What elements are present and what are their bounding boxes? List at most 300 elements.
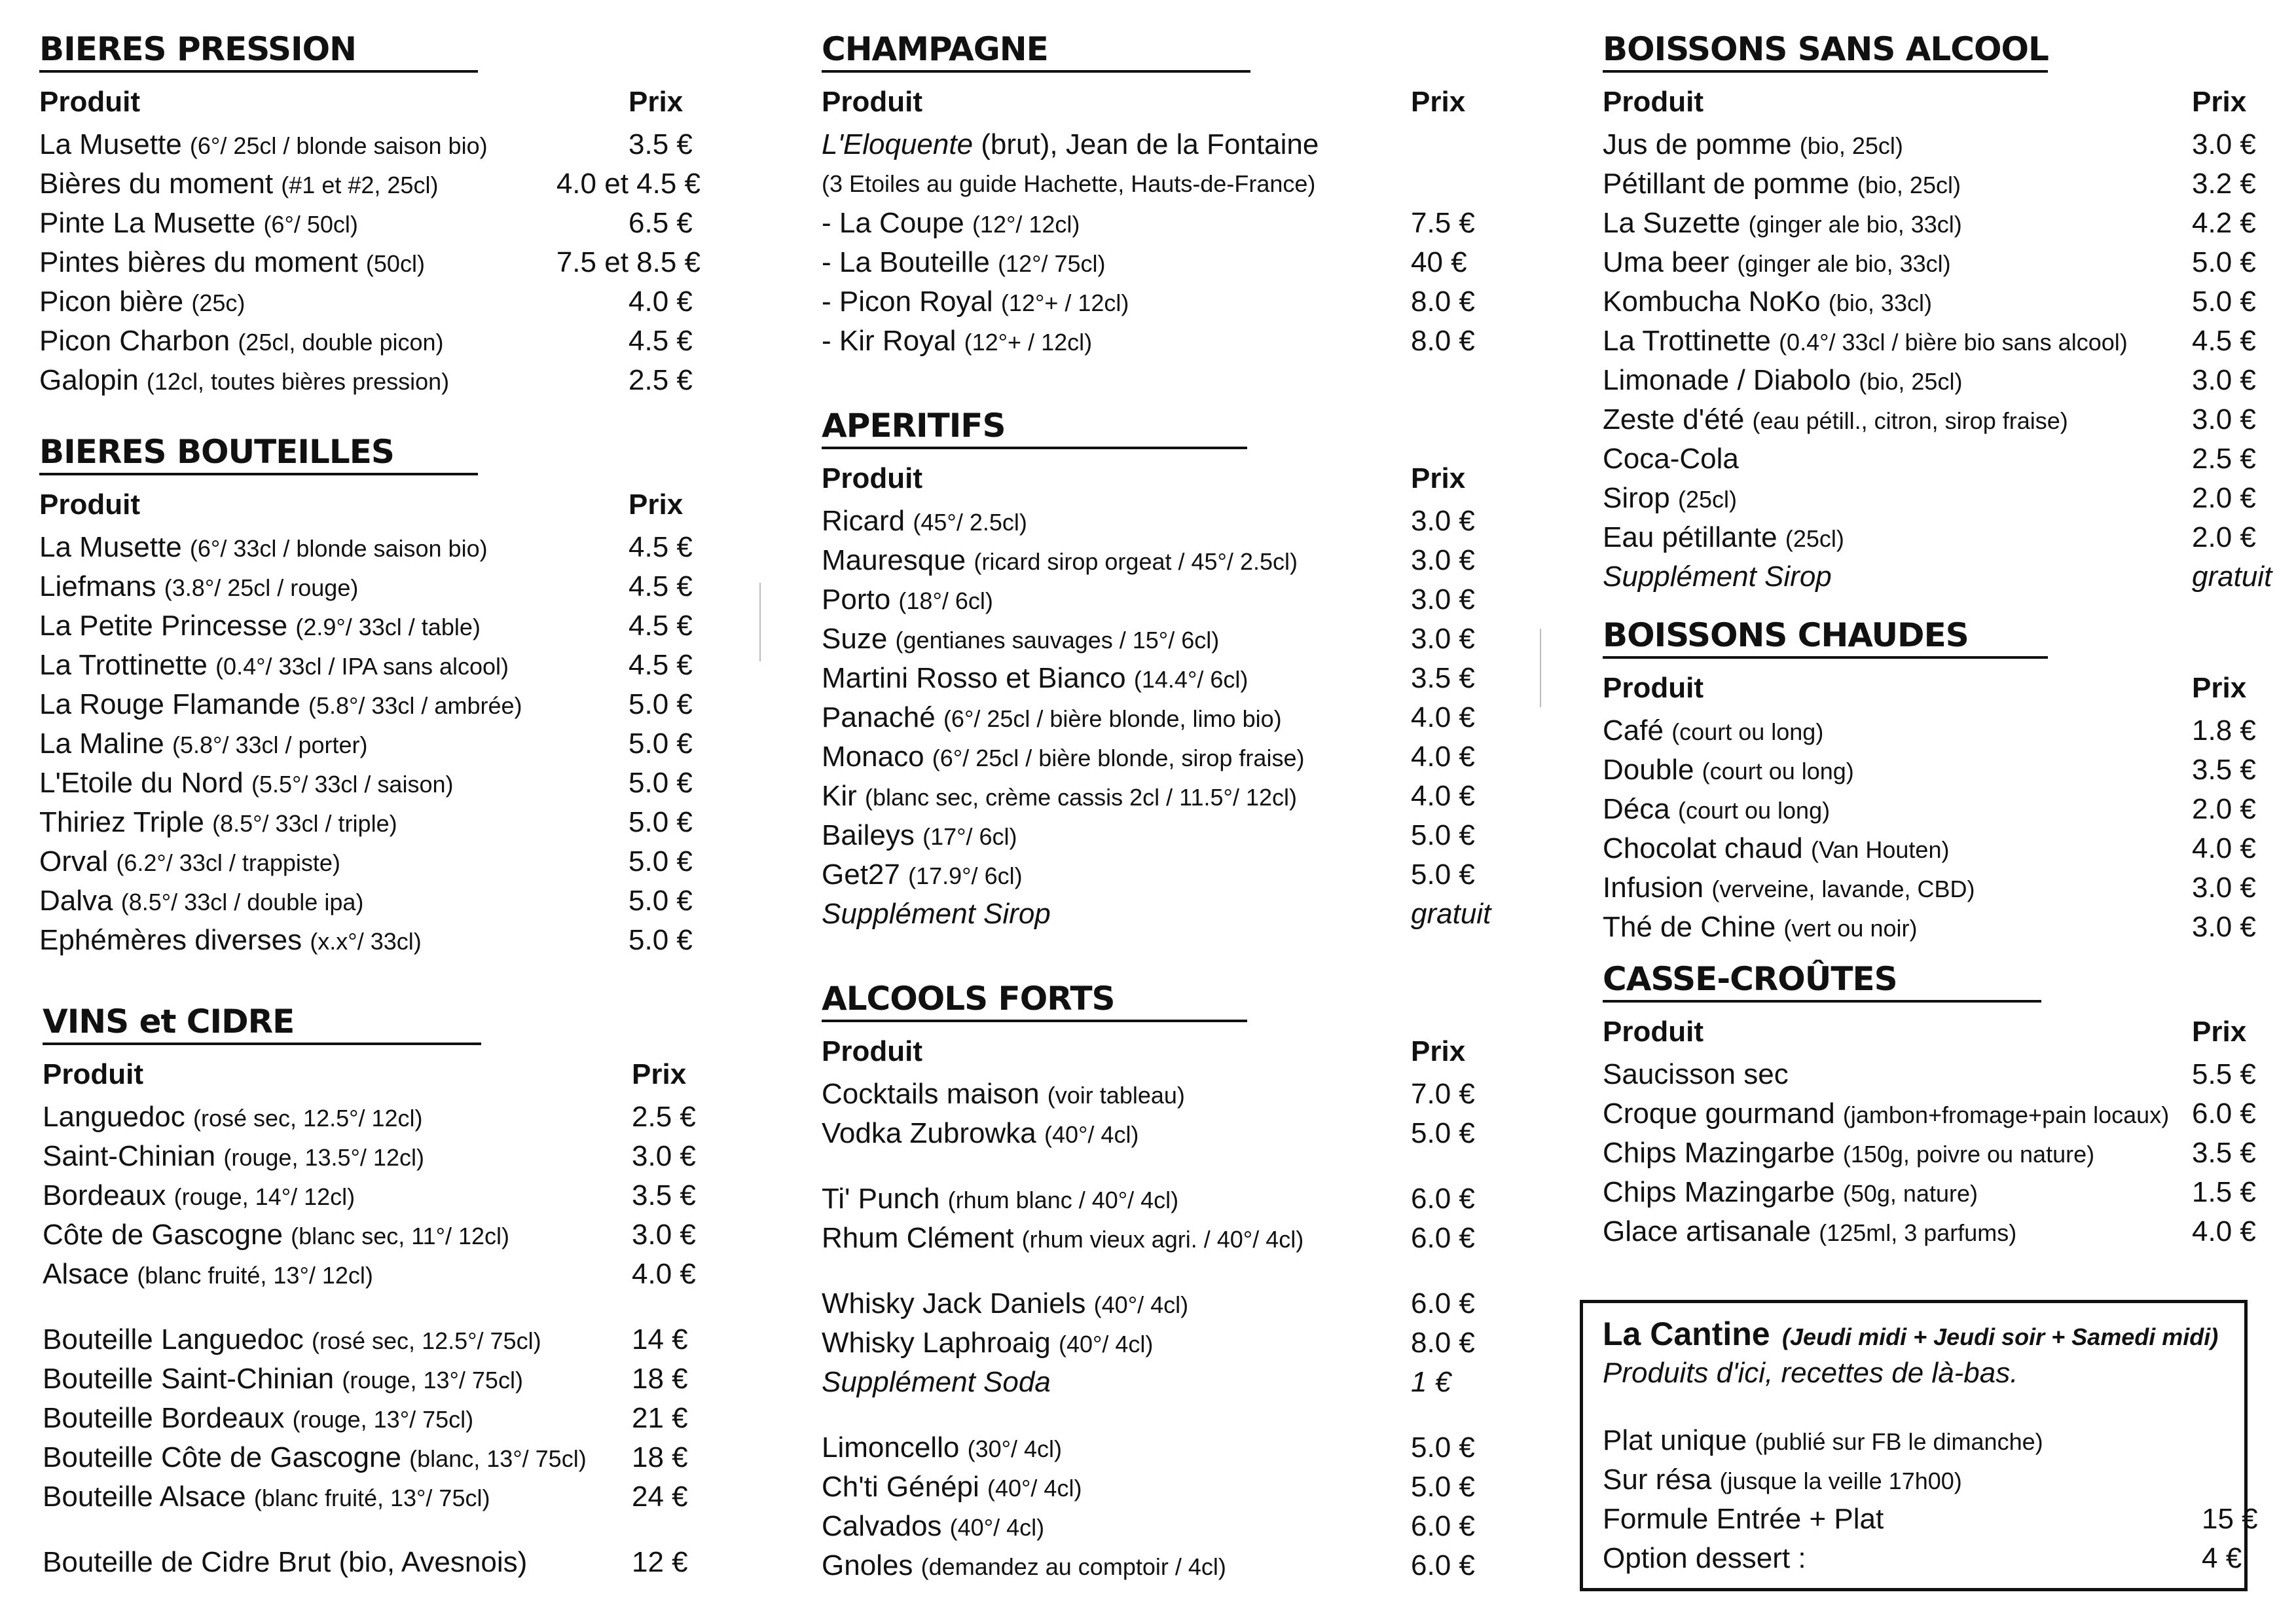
menu-item: [822, 737, 1509, 777]
section-title: BOISSONS CHAUDES: [1603, 616, 1969, 654]
item-label: [1603, 1173, 1978, 1213]
item-name: La Maline: [39, 728, 164, 760]
item-label: [822, 1507, 1044, 1547]
header-prix: Prix: [629, 86, 683, 118]
item-name: Pinte La Musette: [39, 207, 256, 239]
item-name: Sirop: [1603, 482, 1670, 514]
item-price: 5.5 €: [2192, 1058, 2256, 1090]
item-name: Cocktails maison: [822, 1078, 1040, 1110]
menu-item: [822, 855, 1509, 895]
menu-item: [39, 764, 714, 803]
item-name: Whisky Jack Daniels: [822, 1287, 1086, 1320]
item-price: 2.5 €: [632, 1101, 696, 1133]
menu-item: [1603, 1094, 2270, 1134]
item-name: Ephémères diverses: [39, 924, 302, 956]
menu-item: [39, 842, 714, 881]
title-underline: [1603, 70, 2048, 73]
item-name: Calvados: [822, 1510, 942, 1542]
item-name: La Rouge Flamande: [39, 688, 301, 720]
title-underline: [1603, 656, 2048, 659]
item-price: 5.0 €: [1411, 1117, 1475, 1149]
header-produit: Produit: [1603, 1016, 1704, 1048]
cantine-lines: [1603, 1421, 2258, 1578]
item-detail: (rosé sec, 12.5°/ 75cl): [312, 1327, 541, 1354]
item-price: gratuit: [1411, 898, 1491, 930]
item-label: [822, 855, 1023, 896]
item-name: La Musette: [39, 128, 182, 160]
header-produit: Produit: [39, 489, 140, 521]
item-detail: (voir tableau): [1047, 1082, 1185, 1109]
item-name: Chips Mazingarbe: [1603, 1176, 1835, 1208]
menu-item: [43, 1255, 717, 1294]
item-name: Saint-Chinian: [43, 1140, 216, 1172]
menu-item: [43, 1477, 717, 1517]
item-name: Pintes bières du moment: [39, 246, 358, 278]
menu-item: [822, 777, 1509, 816]
item-detail: (eau pétill., citron, sirop fraise): [1752, 407, 2068, 434]
item-label: [1603, 868, 1975, 909]
column-header: [39, 86, 714, 125]
section-title: CHAMPAGNE: [822, 30, 1048, 68]
menu-item: [39, 361, 714, 400]
item-detail: (40°/ 4cl): [1093, 1291, 1189, 1318]
item-label: [822, 541, 1298, 581]
menu-item: [39, 567, 714, 606]
item-price: 5.0 €: [1411, 858, 1475, 891]
menu-item: [39, 164, 714, 204]
item-list: [822, 1284, 1509, 1363]
section-title: BIERES BOUTEILLES: [39, 433, 394, 471]
column-header: [1603, 86, 2270, 125]
supplement-row: [1603, 557, 2270, 597]
item-name: Pétillant de pomme: [1603, 168, 1850, 200]
item-label: [43, 1320, 541, 1361]
item-price: 4.2 €: [2192, 207, 2256, 239]
item-price: 4.0 €: [2192, 1215, 2256, 1247]
menu-item: [43, 1137, 717, 1176]
menu-item: [822, 1467, 1509, 1507]
item-name: Bouteille Languedoc: [43, 1323, 304, 1356]
item-price: 4.5 €: [629, 570, 693, 602]
item-detail: (jambon+fromage+pain locaux): [1842, 1101, 2170, 1128]
menu-item: [39, 282, 714, 322]
menu-item: [1603, 1173, 2270, 1212]
item-detail: (demandez au comptoir / 4cl): [920, 1553, 1226, 1580]
champagne-intro: [822, 125, 1509, 164]
item-label: [822, 737, 1304, 778]
item-detail: (6°/ 33cl / blonde saison bio): [189, 535, 488, 562]
item-price: 6.0 €: [1411, 1510, 1475, 1542]
item-detail: (6°/ 25cl / bière blonde, limo bio): [943, 705, 1282, 732]
item-label: [43, 1438, 587, 1479]
item-name: Plat unique: [1603, 1424, 1747, 1456]
item-price: 3.0 €: [1411, 623, 1475, 655]
item-label: [1603, 1421, 2043, 1462]
menu-item: [822, 1546, 1509, 1585]
menu-item: [39, 243, 714, 282]
item-name: La Trottinette: [1603, 325, 1771, 357]
item-price: 6.0 €: [2192, 1098, 2256, 1130]
item-name: Côte de Gascogne: [43, 1219, 283, 1251]
item-name: Martini Rosso et Bianco: [822, 662, 1126, 694]
item-label: [822, 619, 1219, 660]
item-detail: (0.4°/ 33cl / IPA sans alcool): [215, 653, 509, 680]
item-price: 7.5 €: [1411, 207, 1475, 239]
menu-item: [43, 1215, 717, 1255]
item-list: [1603, 711, 2270, 947]
item-name: Thiriez Triple: [39, 806, 204, 838]
item-price: 15 €: [2202, 1503, 2258, 1535]
section-title: ALCOOLS FORTS: [822, 980, 1115, 1018]
item-detail: (12°/ 12cl): [972, 211, 1080, 238]
bottle-list: [43, 1320, 717, 1517]
item-detail: (12°/ 75cl): [998, 250, 1106, 277]
item-detail: (blanc fruité, 13°/ 12cl): [137, 1262, 373, 1289]
item-detail: (ricard sirop orgeat / 45°/ 2.5cl): [974, 548, 1298, 575]
item-label: [39, 125, 488, 166]
cantine-title: La Cantine: [1603, 1316, 1770, 1352]
item-detail: (25cl, double picon): [238, 329, 444, 356]
column-header: [43, 1058, 717, 1098]
item-name: Ricard: [822, 505, 905, 537]
item-price: 21 €: [632, 1402, 688, 1434]
item-label: [822, 204, 1080, 244]
item-detail: (rosé sec, 12.5°/ 12cl): [193, 1105, 423, 1132]
item-detail: (gentianes sauvages / 15°/ 6cl): [895, 627, 1220, 654]
item-detail: (25c): [191, 289, 246, 316]
menu-item: [1603, 282, 2270, 322]
item-detail: (rhum vieux agri. / 40°/ 4cl): [1021, 1226, 1304, 1253]
supplement-row: [822, 895, 1509, 934]
item-list: [39, 528, 714, 960]
item-detail: (8.5°/ 33cl / double ipa): [120, 889, 364, 915]
item-name: Picon bière: [39, 286, 184, 318]
item-price: 5.0 €: [1411, 1471, 1475, 1503]
item-label: [1603, 400, 2068, 441]
item-price: 5.0 €: [629, 924, 693, 956]
title-underline: [822, 1020, 1247, 1022]
item-name: Saucisson sec: [1603, 1058, 1789, 1090]
header-prix: Prix: [632, 1058, 687, 1090]
header-produit: Produit: [1603, 86, 1704, 118]
item-list: [1603, 125, 2270, 557]
supplement-row: [822, 1363, 1509, 1402]
item-detail: (court ou long): [1677, 797, 1831, 824]
cantine-box: [1580, 1300, 2258, 1591]
item-name: La Petite Princesse: [39, 610, 288, 642]
item-price: 3.0 €: [2192, 364, 2256, 396]
item-name: Kir: [822, 780, 857, 812]
menu-item: [1603, 750, 2270, 790]
item-label: [39, 921, 422, 961]
menu-item: [39, 606, 714, 646]
item-label: [822, 816, 1017, 857]
item-price: 6.5 €: [629, 207, 693, 239]
item-detail: (rouge, 13°/ 75cl): [342, 1367, 523, 1393]
item-label: [822, 659, 1248, 699]
menu-item: [39, 528, 714, 567]
menu-item: [822, 322, 1509, 361]
menu-item: [1603, 125, 2270, 164]
item-name: Bouteille Alsace: [43, 1481, 246, 1513]
item-name: Bordeaux: [43, 1179, 166, 1211]
item-detail: (6°/ 25cl / bière blonde, sirop fraise): [932, 745, 1305, 771]
item-label: [1603, 908, 1917, 948]
item-label: [822, 698, 1282, 739]
item-detail: (40°/ 4cl): [949, 1514, 1045, 1541]
item-label: [822, 1467, 1082, 1508]
item-label: [1603, 439, 1739, 479]
item-label: [822, 282, 1129, 323]
header-produit: Produit: [43, 1058, 143, 1090]
item-label: [822, 1428, 1062, 1469]
item-name: Limoncello: [822, 1431, 960, 1464]
item-name: Orval: [39, 845, 109, 877]
cantine-days: (Jeudi midi + Jeudi soir + Samedi midi): [1782, 1323, 2219, 1350]
item-label: [1603, 125, 1903, 166]
menu-item: [43, 1399, 717, 1438]
menu-item: [1603, 1421, 2231, 1460]
item-detail: (bio, 25cl): [1857, 172, 1961, 198]
item-price: 3.0 €: [632, 1219, 696, 1251]
champagne-note-row: [822, 164, 1509, 204]
item-price: 4.0 €: [1411, 701, 1475, 733]
item-detail: (x.x°/ 33cl): [310, 928, 422, 955]
item-detail: (50g, nature): [1842, 1180, 1978, 1207]
item-detail: (court ou long): [1702, 758, 1854, 784]
section-boissons-chaudes: [1603, 616, 2270, 947]
item-label: [1603, 479, 1737, 519]
item-detail: (30°/ 4cl): [967, 1435, 1063, 1462]
menu-item: [822, 1428, 1509, 1467]
item-price: 5.0 €: [2192, 286, 2256, 318]
item-detail: (17°/ 6cl): [922, 823, 1017, 850]
item-name: Porto: [822, 583, 891, 616]
menu-item: [39, 322, 714, 361]
item-label: [43, 1477, 490, 1518]
title-underline: [43, 1043, 481, 1045]
item-price: 3.0 €: [1411, 583, 1475, 616]
item-price: 8.0 €: [1411, 286, 1475, 318]
item-price: 4.5 €: [629, 325, 693, 357]
menu-item: [43, 1098, 717, 1137]
item-name: Mauresque: [822, 544, 966, 576]
item-label: [1603, 1055, 1789, 1094]
item-detail: (rouge, 13°/ 75cl): [292, 1406, 474, 1433]
menu-item: [43, 1438, 717, 1477]
item-price: 4.0 €: [629, 286, 693, 318]
cidre-row: [43, 1543, 717, 1582]
item-label: [39, 764, 453, 804]
item-price: 3.0 €: [2192, 872, 2256, 904]
item-price: 40 €: [1411, 246, 1467, 278]
item-name: Panaché: [822, 701, 936, 733]
item-price: 6.0 €: [1411, 1183, 1475, 1215]
item-list: [822, 1179, 1509, 1258]
menu-item: [39, 685, 714, 724]
item-name: Zeste d'été: [1603, 403, 1745, 435]
item-price: 4.0 €: [1411, 741, 1475, 773]
item-label: [1603, 322, 2128, 362]
item-label: [39, 685, 522, 726]
item-label: [822, 322, 1092, 362]
header-prix: Prix: [2192, 672, 2247, 704]
item-name: Suze: [822, 623, 888, 655]
header-produit: Produit: [822, 1035, 922, 1067]
menu-item: [1603, 204, 2270, 243]
item-price: 4.0 €: [1411, 780, 1475, 812]
item-label: [822, 580, 993, 621]
item-price: 3.5 €: [629, 128, 693, 160]
item-label: [39, 164, 438, 205]
item-price: 4.5 €: [629, 610, 693, 642]
item-name: Sur résa: [1603, 1464, 1712, 1496]
item-label: [1603, 1094, 2169, 1135]
item-name: Option dessert :: [1603, 1542, 1806, 1574]
item-list: [822, 1428, 1509, 1585]
menu-item: [39, 881, 714, 921]
item-price: 5.0 €: [629, 845, 693, 877]
section-title: APERITIFS: [822, 407, 1006, 445]
menu-item: [39, 646, 714, 685]
item-name: Get27: [822, 858, 900, 891]
item-detail: (vert ou noir): [1783, 915, 1918, 942]
item-name: - La Bouteille: [822, 246, 990, 278]
item-name: Galopin: [39, 364, 139, 396]
item-label: [1603, 1500, 1884, 1539]
section-sans-alcool: [1603, 29, 2270, 597]
fold-guide-right: [1540, 629, 1541, 707]
section-bieres-bouteilles: [39, 432, 714, 960]
item-label: [39, 842, 340, 883]
title-underline: [39, 473, 478, 475]
item-label: [39, 243, 425, 284]
item-label: [39, 881, 363, 922]
menu-item: [1603, 1539, 2242, 1578]
item-name: Liefmans: [39, 570, 156, 602]
item-label: [1603, 518, 1844, 559]
item-name: Bouteille de Cidre Brut (bio, Avesnois): [43, 1546, 528, 1578]
section-aperitifs: [822, 406, 1509, 934]
item-name: La Suzette: [1603, 207, 1741, 239]
menu-item: [822, 204, 1509, 243]
item-price: 5.0 €: [1411, 819, 1475, 851]
item-name: Ti' Punch: [822, 1183, 940, 1215]
item-name: Bouteille Côte de Gascogne: [43, 1441, 401, 1473]
item-name: Limonade / Diabolo: [1603, 364, 1851, 396]
item-label: [43, 1098, 423, 1138]
menu-item: [1603, 829, 2270, 868]
item-label: [1603, 1134, 2094, 1174]
item-label: [39, 803, 397, 843]
item-detail: (6°/ 50cl): [263, 211, 358, 238]
section-title: VINS et CIDRE: [43, 1003, 295, 1041]
item-name: La Trottinette: [39, 649, 208, 681]
item-label: [43, 1359, 523, 1400]
menu-item: [1603, 711, 2270, 750]
item-price: 4.0 et 4.5 €: [556, 168, 701, 200]
menu-item: [39, 724, 714, 764]
item-detail: (3.8°/ 25cl / rouge): [164, 574, 359, 601]
item-detail: (blanc fruité, 13°/ 75cl): [253, 1485, 490, 1511]
item-label: [822, 1179, 1178, 1220]
item-price: 6.0 €: [1411, 1222, 1475, 1254]
item-price: 6.0 €: [1411, 1287, 1475, 1320]
item-label: [1603, 790, 1830, 830]
item-detail: (50cl): [365, 250, 425, 277]
item-detail: (12cl, toutes bières pression): [146, 368, 450, 395]
item-detail: (court ou long): [1671, 718, 1824, 745]
menu-item: [1603, 164, 2270, 204]
item-name: Alsace: [43, 1258, 130, 1290]
item-detail: (blanc sec, crème cassis 2cl / 11.5°/ 12cl): [865, 784, 1297, 811]
item-price: 7.0 €: [1411, 1078, 1475, 1110]
item-price: 3.5 €: [632, 1179, 696, 1211]
item-detail: (ginger ale bio, 33cl): [1737, 250, 1951, 277]
item-label: [39, 606, 481, 647]
item-price: 2.0 €: [2192, 482, 2256, 514]
item-price: 4.5 €: [629, 649, 693, 681]
item-price: 1 €: [1411, 1366, 1451, 1398]
item-price: 8.0 €: [1411, 1327, 1475, 1359]
menu-item: [1603, 908, 2270, 947]
item-label: [822, 502, 1027, 542]
item-name: Supplément Sirop: [822, 898, 1051, 930]
item-name: Baileys: [822, 819, 915, 851]
item-price: 5.0 €: [1411, 1431, 1475, 1464]
item-label: [822, 1219, 1303, 1259]
item-detail: (jusque la veille 17h00): [1719, 1467, 1962, 1494]
menu-item: [822, 816, 1509, 855]
item-name: Ch'ti Génépi: [822, 1471, 979, 1503]
item-detail: (bio, 25cl): [1859, 368, 1963, 395]
menu-item: [1603, 790, 2270, 829]
item-price: 3.5 €: [2192, 1137, 2256, 1169]
menu-item: [1603, 400, 2270, 439]
item-price: 3.5 €: [1411, 662, 1475, 694]
item-name: Languedoc: [43, 1101, 185, 1133]
header-prix: Prix: [1411, 462, 1466, 494]
section-bieres-pression: [39, 29, 714, 400]
menu-item: [1603, 479, 2270, 518]
menu-item: [1603, 868, 2270, 908]
item-price: 2.0 €: [2192, 521, 2256, 553]
item-detail: (rhum blanc / 40°/ 4cl): [947, 1187, 1179, 1213]
item-name: Coca-Cola: [1603, 443, 1739, 475]
item-price: 4.0 €: [632, 1258, 696, 1290]
item-price: 18 €: [632, 1441, 688, 1473]
item-list: [43, 1098, 717, 1294]
item-detail: (150g, poivre ou nature): [1842, 1141, 2095, 1168]
menu-item: [822, 698, 1509, 737]
menu-item: [1603, 243, 2270, 282]
item-label: [39, 567, 358, 608]
item-price: 5.0 €: [629, 885, 693, 917]
menu-item: [822, 1507, 1509, 1546]
header-prix: Prix: [2192, 86, 2247, 118]
item-price: 8.0 €: [1411, 325, 1475, 357]
item-name: Chocolat chaud: [1603, 832, 1803, 864]
menu-item: [822, 243, 1509, 282]
title-underline: [39, 70, 478, 73]
menu-item: [39, 921, 714, 960]
item-price: 1.5 €: [2192, 1176, 2256, 1208]
menu-item: [822, 1114, 1509, 1153]
item-detail: (0.4°/ 33cl / bière bio sans alcool): [1779, 329, 2128, 356]
item-label: [39, 724, 368, 765]
section-title: BIERES PRESSION: [39, 30, 356, 68]
item-name: Uma beer: [1603, 246, 1730, 278]
